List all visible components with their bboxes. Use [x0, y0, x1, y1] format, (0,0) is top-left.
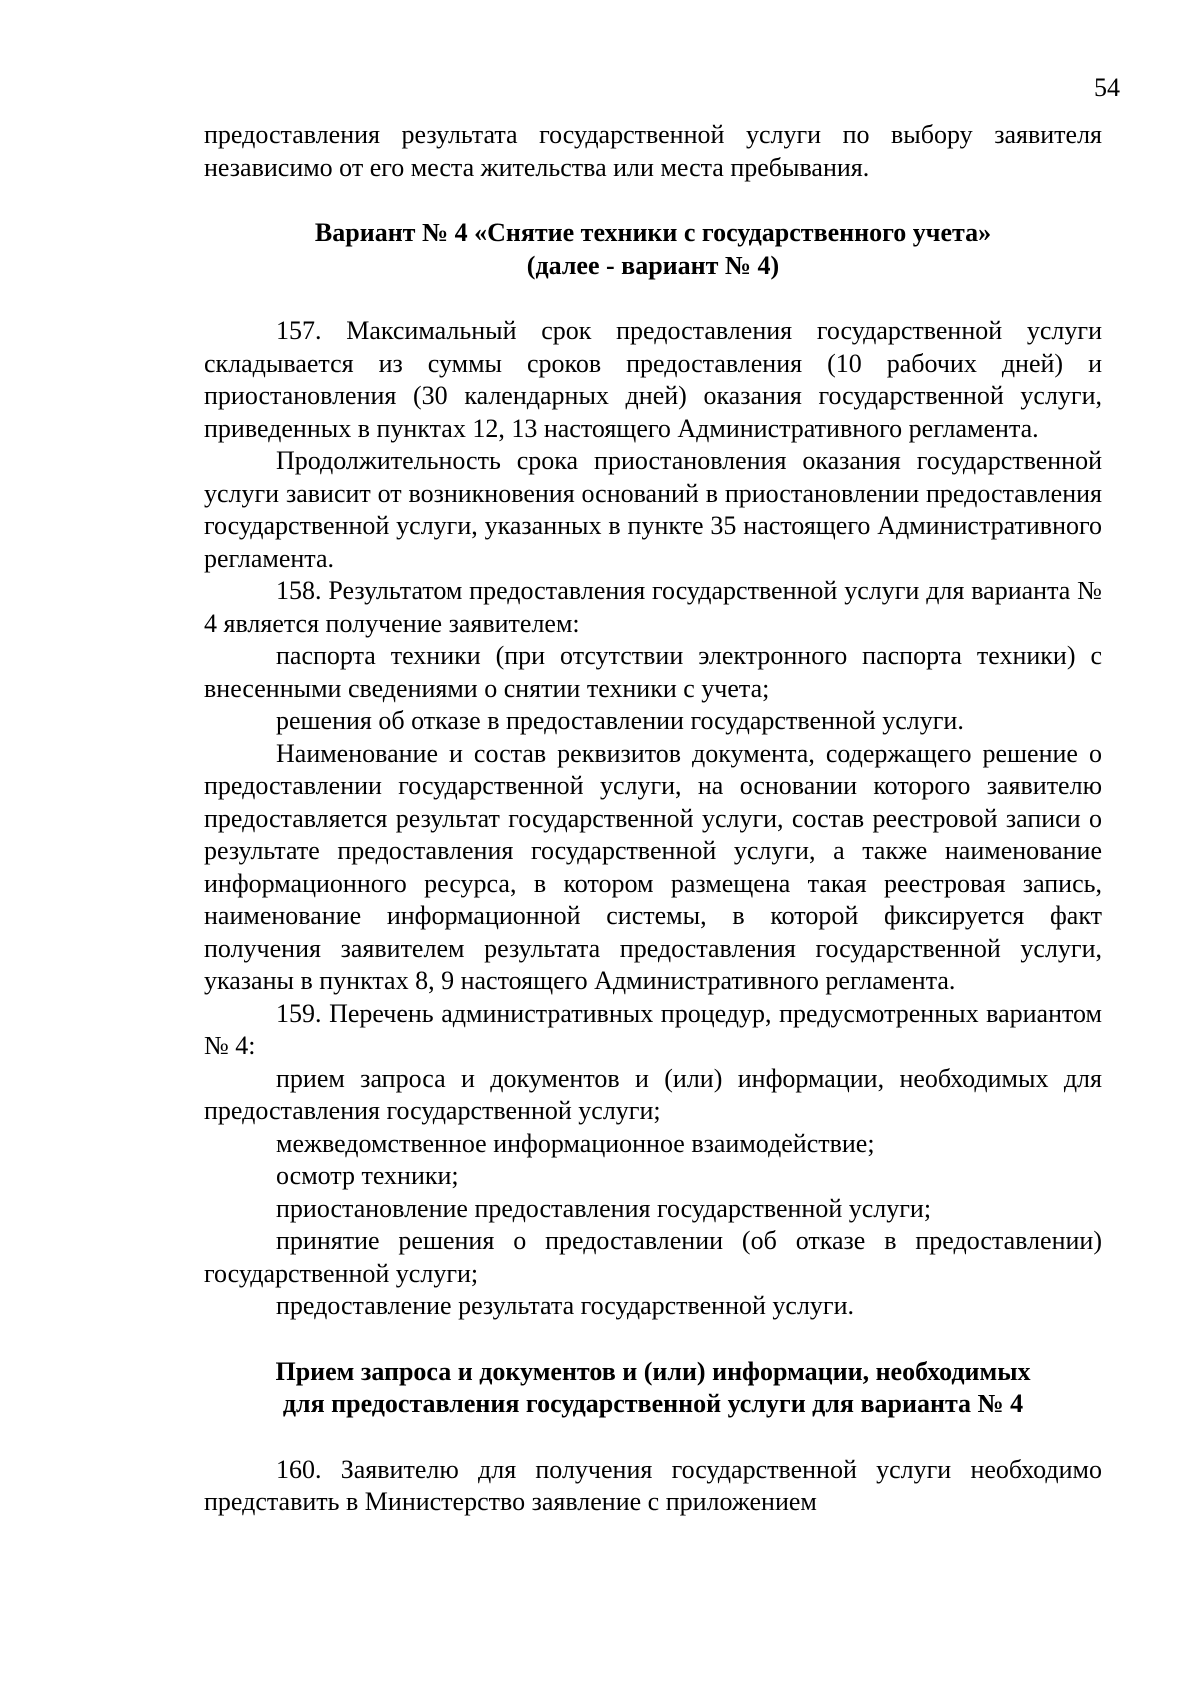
paragraph-158: 158. Результатом предоставления государственной услуги для варианта № 4 является получение заявителем: — [204, 576, 1102, 638]
paragraph-159: 159. Перечень административных процедур, предусмотренных вариантом № 4: — [204, 998, 1102, 1060]
paragraph-document-requisites: Наименование и состав реквизитов документа, содержащего решение о предоставлении государственной услуги, на основании которого заявителю предоставляется результат государственной услуги, состав реестровой записи о результате предоставления государственной услуги, а также наименование информационного ресурса, в котором размещена такая реестровая запись, наименование информационной системы, в которой фиксируется факт получения заявителем результата предоставления государственной услуги, указаны в пунктах 8, 9 настоящего Административного регламента. — [204, 738, 1102, 995]
heading-line: Вариант № 4 «Снятие техники с государственного учета» — [314, 218, 992, 247]
paragraph-157: 157. Максимальный срок предоставления государственной услуги складывается из суммы сроков предоставления (10 рабочих дней) и приостановления (30 календарных дней) оказания государственной услуги, приведенных в пунктах 12, 13 настоящего Административного регламента. — [204, 316, 1102, 443]
heading-line: (далее - вариант № 4) — [526, 250, 780, 280]
list-item-procedure: прием запроса и документов и (или) информации, необходимых для предоставления государственной услуги; — [204, 1063, 1102, 1125]
section-body-variant-4 — [204, 315, 1102, 1323]
list-item-procedure: предоставление результата государственной услуги. — [276, 1291, 855, 1320]
list-item-procedure: принятие решения о предоставлении (об отказе в предоставлении) государственной услуги; — [204, 1226, 1102, 1288]
paragraph-continuation: предоставления результата государственной услуги по выбору заявителя независимо от его места жительства или места пребывания. — [204, 120, 1102, 182]
list-item-result: паспорта техники (при отсутствии электронного паспорта техники) с внесенными сведениями о снятии техники с учета; — [204, 641, 1102, 703]
heading-line: Прием запроса и документов и (или) информации, необходимых — [275, 1356, 1031, 1386]
section-heading-request-intake — [204, 1356, 1102, 1421]
page-content — [204, 119, 1102, 1519]
list-item-procedure: осмотр техники; — [276, 1161, 459, 1190]
list-item-procedure: приостановление предоставления государственной услуги; — [276, 1193, 932, 1223]
heading-line: для предоставления государственной услуги для варианта № 4 — [282, 1389, 1024, 1418]
list-item-result: решения об отказе в предоставлении государственной услуги. — [276, 706, 964, 735]
paragraph-suspension-duration: Продолжительность срока приостановления оказания государственной услуги зависит от возникновения оснований в приостановлении предоставления государственной услуги, указанных в пункте 35 настоящего Административного регламента. — [204, 446, 1102, 573]
paragraph-160: 160. Заявителю для получения государственной услуги необходимо представить в Министерство заявление с приложением — [204, 1454, 1102, 1516]
section-heading-variant-4 — [204, 217, 1102, 282]
list-item-procedure: межведомственное информационное взаимодействие; — [276, 1128, 875, 1158]
section-body-request-intake — [204, 1454, 1102, 1519]
page-number: 54 — [1094, 73, 1120, 102]
